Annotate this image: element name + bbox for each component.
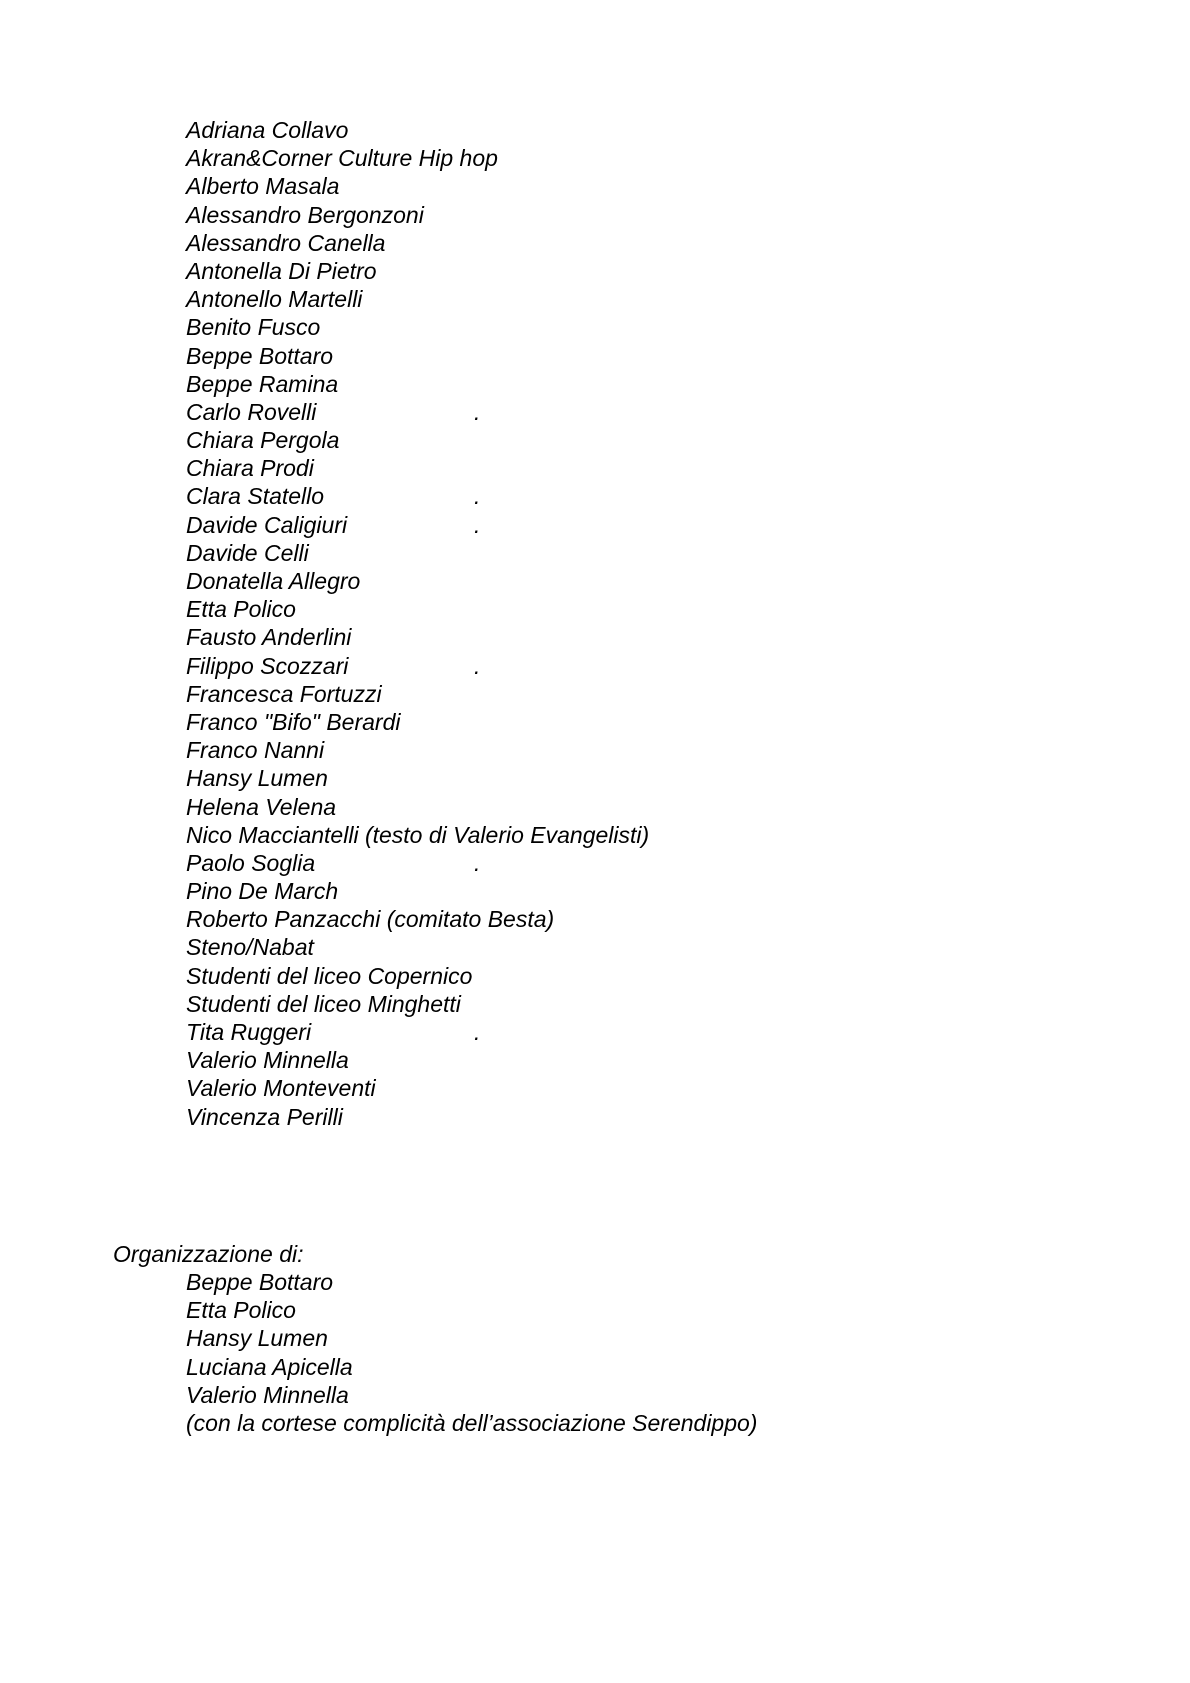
participant-mark: . bbox=[474, 398, 481, 425]
participant-item bbox=[186, 567, 649, 595]
participant-name: Pino De March bbox=[186, 878, 339, 905]
participant-item bbox=[186, 905, 649, 933]
participant-item bbox=[186, 342, 649, 370]
participant-item bbox=[186, 144, 649, 172]
participant-item bbox=[186, 313, 649, 341]
participant-name: Clara Statello bbox=[186, 483, 325, 510]
participant-name: Studenti del liceo Minghetti bbox=[186, 990, 461, 1017]
participant-name: Alessandro Canella bbox=[186, 229, 386, 256]
participant-item bbox=[186, 849, 649, 877]
participant-item bbox=[186, 933, 649, 961]
participant-name: Filippo Scozzari bbox=[186, 652, 349, 679]
participant-item bbox=[186, 821, 649, 849]
participant-item bbox=[186, 680, 649, 708]
participant-item bbox=[186, 285, 649, 313]
participant-item bbox=[186, 1018, 649, 1046]
participant-name: Davide Celli bbox=[186, 539, 309, 566]
participant-name: Chiara Prodi bbox=[186, 455, 314, 482]
participant-item bbox=[186, 1103, 649, 1131]
participant-name: Vincenza Perilli bbox=[186, 1103, 343, 1130]
participant-name: Donatella Allegro bbox=[186, 568, 361, 594]
participant-name: Alessandro Bergonzoni bbox=[186, 201, 424, 228]
organization-member: Etta Polico bbox=[186, 1297, 296, 1324]
participant-item bbox=[186, 370, 649, 398]
participant-name: Valerio Monteventi bbox=[186, 1075, 376, 1102]
organization-member: Hansy Lumen bbox=[186, 1325, 328, 1352]
participant-name: Roberto Panzacchi (comitato Besta) bbox=[186, 906, 555, 933]
participant-name: Fausto Anderlini bbox=[186, 624, 352, 651]
participant-item bbox=[186, 426, 649, 454]
participants-list bbox=[186, 116, 649, 1131]
participant-name: Antonella Di Pietro bbox=[186, 257, 377, 284]
participant-item bbox=[186, 482, 649, 510]
participant-name: Alberto Masala bbox=[186, 173, 340, 200]
participant-item bbox=[186, 962, 649, 990]
participant-item bbox=[186, 595, 649, 623]
organization-heading: Organizzazione di: bbox=[113, 1241, 304, 1267]
organization-member: Beppe Bottaro bbox=[186, 1269, 334, 1295]
participant-mark: . bbox=[474, 849, 481, 876]
participant-mark: . bbox=[474, 652, 481, 679]
participant-item bbox=[186, 652, 649, 680]
participant-item bbox=[186, 1046, 649, 1074]
participant-name: Etta Polico bbox=[186, 596, 296, 623]
participant-name: Helena Velena bbox=[186, 793, 337, 820]
participant-name: Studenti del liceo Copernico bbox=[186, 962, 473, 989]
participant-item bbox=[186, 877, 649, 905]
participant-name: Beppe Bottaro bbox=[186, 342, 334, 369]
participant-name: Franco Nanni bbox=[186, 737, 325, 764]
participant-name: Valerio Minnella bbox=[186, 1047, 349, 1074]
participant-item bbox=[186, 172, 649, 200]
participant-name: Steno/Nabat bbox=[186, 934, 314, 961]
participant-item bbox=[186, 793, 649, 821]
participant-item bbox=[186, 511, 649, 539]
participant-name: Benito Fusco bbox=[186, 314, 321, 341]
participant-item bbox=[186, 257, 649, 285]
participant-name: Francesca Fortuzzi bbox=[186, 680, 382, 707]
participant-item bbox=[186, 398, 649, 426]
participant-name: Chiara Pergola bbox=[186, 427, 340, 454]
participant-item bbox=[186, 990, 649, 1018]
participant-item bbox=[186, 229, 649, 257]
participant-item bbox=[186, 539, 649, 567]
participant-name: Hansy Lumen bbox=[186, 765, 328, 792]
participant-name: Paolo Soglia bbox=[186, 849, 316, 876]
participant-name: Beppe Ramina bbox=[186, 370, 339, 397]
participant-item bbox=[186, 764, 649, 792]
participant-name: Nico Macciantelli (testo di Valerio Evangelisti) bbox=[186, 821, 650, 848]
organization-note: (con la cortese complicità dell’associazione Serendippo) bbox=[186, 1410, 758, 1436]
participant-name: Carlo Rovelli bbox=[186, 398, 317, 425]
participant-item bbox=[186, 116, 649, 144]
participant-mark: . bbox=[474, 511, 481, 538]
participant-mark: . bbox=[474, 1019, 481, 1045]
participant-name: Franco "Bifo" Berardi bbox=[186, 708, 401, 735]
organization-member: Luciana Apicella bbox=[186, 1353, 353, 1380]
participant-name: Antonello Martelli bbox=[186, 286, 363, 313]
organization-members-list bbox=[186, 1268, 353, 1409]
participant-name: Adriana Collavo bbox=[186, 117, 349, 143]
participant-mark: . bbox=[474, 483, 481, 510]
organization-member: Valerio Minnella bbox=[186, 1381, 349, 1408]
participant-item bbox=[186, 708, 649, 736]
participant-item bbox=[186, 736, 649, 764]
participant-name: Davide Caligiuri bbox=[186, 511, 348, 538]
participant-name: Akran&Corner Culture Hip hop bbox=[186, 145, 498, 172]
participant-item bbox=[186, 454, 649, 482]
participant-item bbox=[186, 201, 649, 229]
participant-name: Tita Ruggeri bbox=[186, 1019, 312, 1045]
participant-item bbox=[186, 1074, 649, 1102]
participant-item bbox=[186, 623, 649, 651]
